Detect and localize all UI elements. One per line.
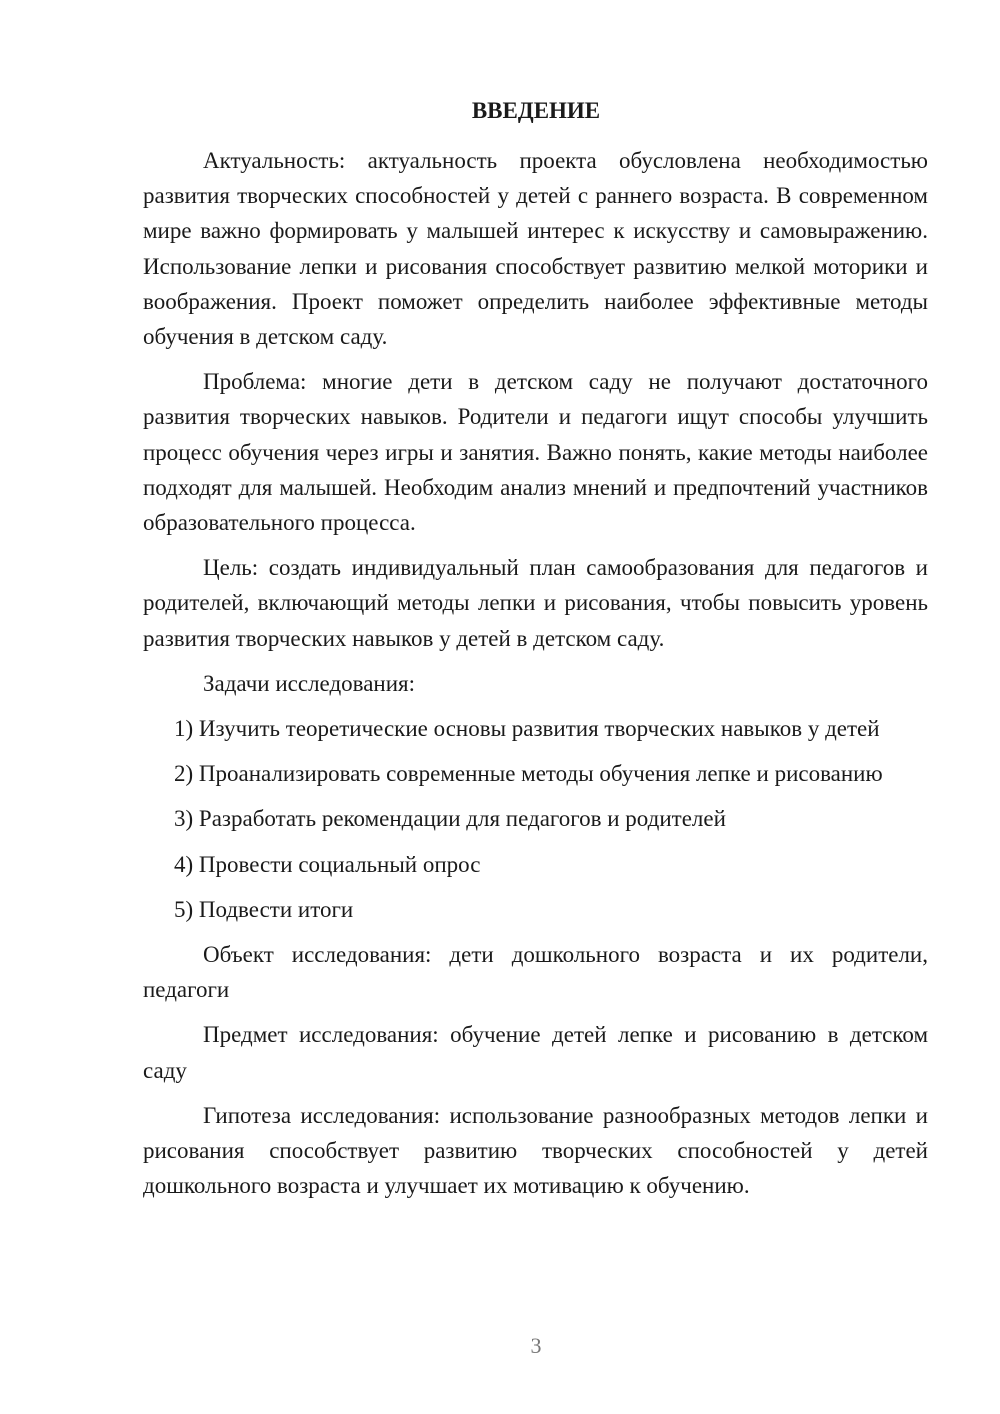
page-body [143, 143, 928, 1213]
subject-paragraph: Предмет исследования: обучение детей лепке и рисованию в детском саду [143, 1022, 928, 1083]
task-item-3: 3) Разработать рекомендации для педагогов и родителей [174, 806, 726, 832]
task-item-4: 4) Провести социальный опрос [174, 851, 481, 877]
goal-paragraph: Цель: создать индивидуальный план самообразования для педагогов и родителей, включающий методы лепки и рисования, чтобы повысить уровень развития творческих навыков у детей в детском саду. [143, 555, 928, 651]
object-paragraph: Объект исследования: дети дошкольного возраста и их родители, педагоги [143, 942, 928, 1003]
task-item-5: 5) Подвести итоги [174, 896, 354, 922]
problem-paragraph: Проблема: многие дети в детском саду не получают достаточного развития творческих навыков. Родители и педагоги ищут способы улучшить процесс обучения через игры и занятия. Важно понять, какие методы наиболее подходят для малышей. Необходим анализ мнений и предпочтений участников образовательного процесса. [143, 369, 928, 536]
task-item-1: 1) Изучить теоретические основы развития творческих навыков у детей [174, 716, 880, 742]
page-title: ВВЕДЕНИЕ [471, 98, 601, 123]
tasks-title: Задачи исследования: [203, 670, 416, 696]
relevance-paragraph: Актуальность: актуальность проекта обусловлена необходимостью развития творческих способностей у детей с раннего возраста. В современном мире важно формировать у малышей интерес к искусству и самовыражению. Использование лепки и рисования способствует развитию мелкой моторики и воображения. Проект поможет определить наиболее эффективные методы обучения в детском саду. [143, 148, 928, 350]
page-number: 3 [530, 1333, 542, 1358]
task-item-2: 2) Проанализировать современные методы обучения лепке и рисованию [174, 761, 883, 787]
hypothesis-paragraph: Гипотеза исследования: использование разнообразных методов лепки и рисования способствует развитию творческих способностей у детей дошкольного возраста и улучшает их мотивацию к обучению. [143, 1102, 928, 1199]
